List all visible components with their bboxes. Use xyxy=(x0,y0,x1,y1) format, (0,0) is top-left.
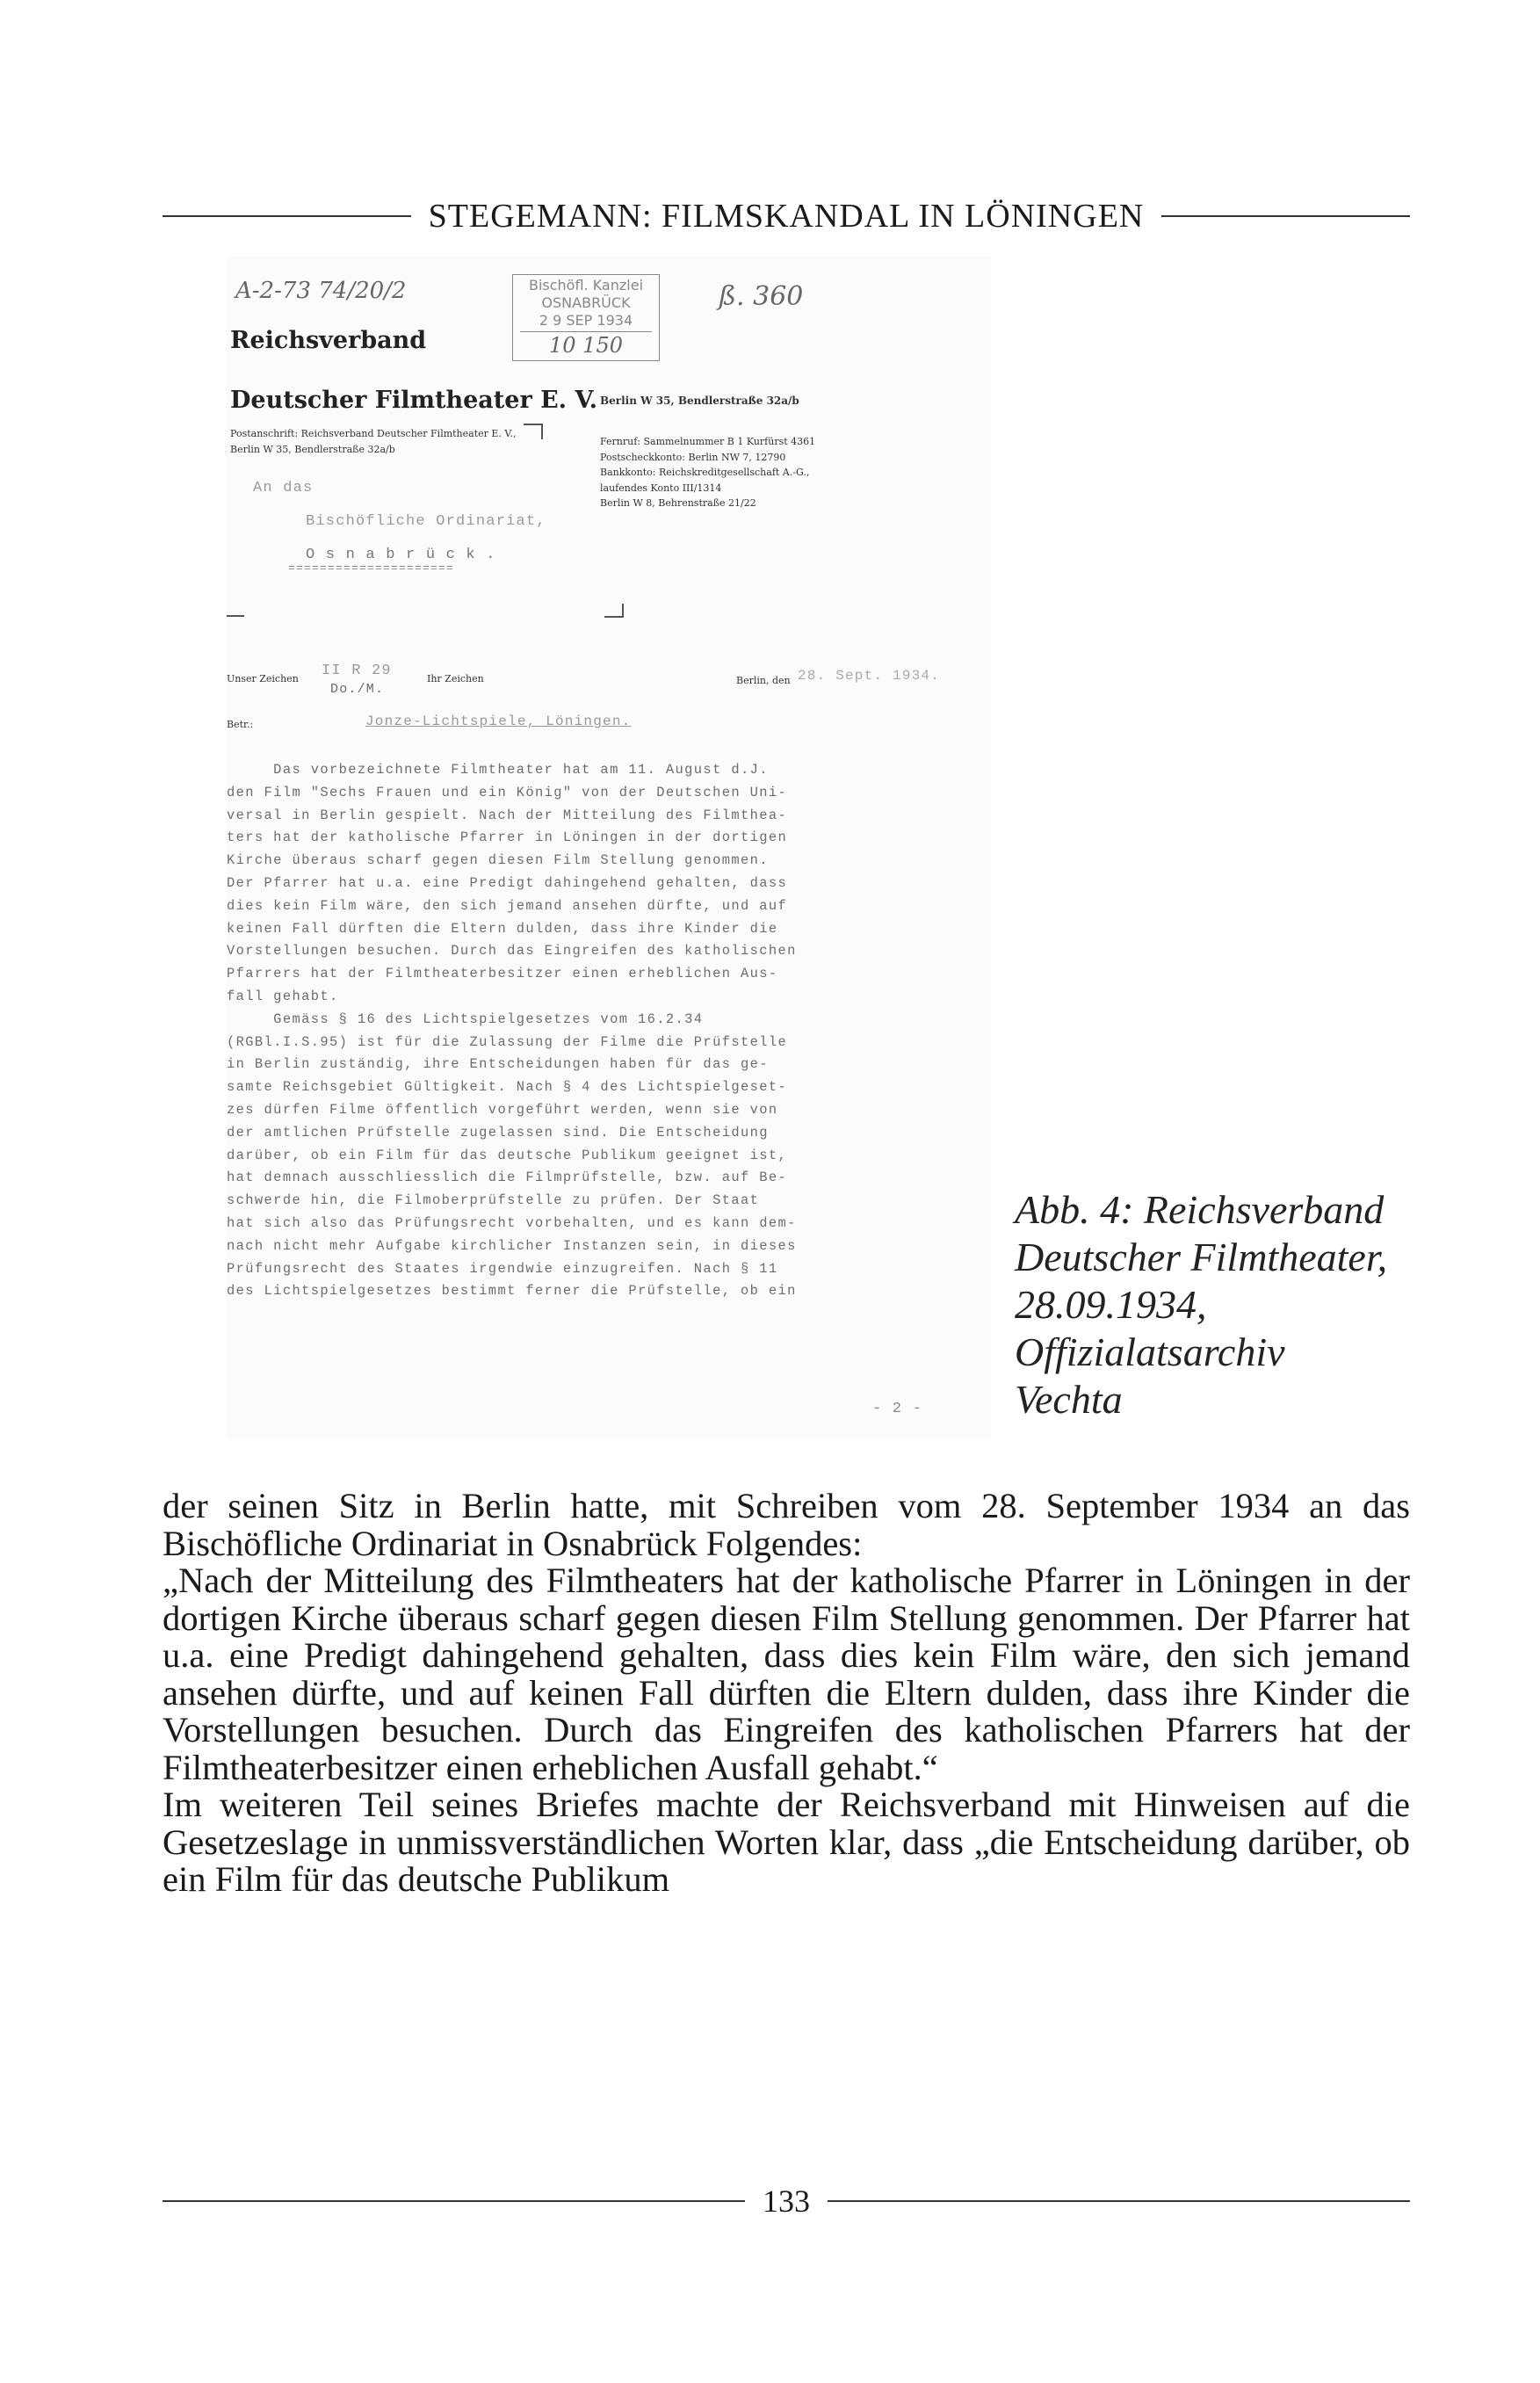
body-paragraph: der seinen Sitz in Berlin hatte, mit Schreiben vom 28. September 1934 an das Bischöfliche Ordinariat in Osnabrück Folgendes: xyxy=(163,1486,1410,1563)
letter-body-line: Kirche überaus scharf gegen diesen Film Stellung genommen. xyxy=(227,852,769,869)
letter-body-line: samte Reichsgebiet Gültigkeit. Nach § 4 des Lichtspielgeset- xyxy=(227,1079,788,1096)
letter-body-line: Prüfungsrecht des Staates irgendwie einzugreifen. Nach § 11 xyxy=(227,1260,778,1277)
body-paragraph: Im weiteren Teil seines Briefes machte der Reichsverband mit Hinweisen auf die Gesetzeslage in unmissverständlichen Worten klar, dass „die Entscheidung darüber, ob ein Film für das deutsche Publikum xyxy=(163,1785,1410,1899)
letter-body-line: Pfarrers hat der Filmtheaterbesitzer einen erheblichen Aus- xyxy=(227,966,778,982)
caption-line: Offizialatsarchiv xyxy=(1015,1329,1285,1374)
date-value: 28. Sept. 1934. xyxy=(798,668,941,684)
letter-body-line: ters hat der katholische Pfarrer in Löningen in der dortigen xyxy=(227,829,788,846)
letter-body-line: dies kein Film wäre, den sich jemand ansehen dürfte, und auf xyxy=(227,897,788,914)
letter-address: Berlin W 35, Bendlerstraße 32a/b xyxy=(600,395,799,407)
contact-line: Bankkonto: Reichskreditgesellschaft A.-G., xyxy=(600,467,810,479)
ihr-zeichen-label: Ihr Zeichen xyxy=(427,673,484,684)
caption-line: Deutscher Filmtheater, xyxy=(1015,1235,1388,1279)
date-label: Berlin, den xyxy=(736,675,791,686)
letter-window-mark xyxy=(524,424,543,439)
contact-line: Berlin W 8, Behrenstraße 21/22 xyxy=(600,497,756,510)
figure-caption xyxy=(1015,1186,1392,1423)
contact-line: laufendes Konto III/1314 xyxy=(600,482,722,494)
letter-body-line: der amtlichen Prüfstelle zugelassen sind. Die Entscheidung xyxy=(227,1124,769,1141)
stamp-line: OSNABRÜCK xyxy=(541,294,631,311)
contact-line: Postscheckkonto: Berlin NW 7, 12790 xyxy=(600,451,786,463)
body-text xyxy=(163,1488,1410,1899)
letter-handwriting-ref: A-2-73 74/20/2 xyxy=(235,278,407,304)
letter-body-line: hat sich also das Prüfungsrecht vorbehalten, und es kann dem- xyxy=(227,1214,797,1231)
page-footer xyxy=(163,2179,1410,2223)
caption-line: Vechta xyxy=(1015,1377,1123,1422)
page-number: 133 xyxy=(763,2184,810,2219)
letter-postanschrift: Postanschrift: Reichsverband Deutscher Filmtheater E. V., Berlin W 35, Bendlerstraße 32a/b xyxy=(230,428,517,455)
letter-recipient xyxy=(253,472,546,572)
body-quote: „Nach der Mitteilung des Filmtheaters hat der katholische Pfarrer in Löningen in der dortigen Kirche überaus scharf gegen diesen Film Stellung genommen. Der Pfarrer hat u.a. eine Predigt dahingehend gehalten, dass dies kein Film wäre, den sich jemand ansehen dürfte, und auf keinen Fall dürften die Eltern dulden, dass ihre Kinder die Vorstellungen besuchen. Durch das Eingreifen des katholischen Pfarrers hat der Filmtheaterbesitzer einen erheblichen Ausfall gehabt.“ xyxy=(163,1561,1410,1787)
running-header-text: STEGEMANN: FILMSKANDAL IN LÖNINGEN xyxy=(428,198,1145,235)
letter-body-line: fall gehabt. xyxy=(227,988,339,1004)
contact-line: Fernruf: Sammelnummer B 1 Kurfürst 4361 xyxy=(600,436,816,447)
unser-zeichen-value: II R 29 xyxy=(322,663,392,679)
letter-body-line: zes dürfen Filme öffentlich vorgeführt werden, wenn sie von xyxy=(227,1101,778,1118)
letter-fold-mark-left xyxy=(227,615,244,617)
footer-rule-right xyxy=(828,2200,1410,2202)
letter-body-line: versal in Berlin gespielt. Nach der Mitteilung des Filmthea- xyxy=(227,807,788,823)
letter-body-line: Der Pfarrer hat u.a. eine Predigt dahingehend gehalten, dass xyxy=(227,874,788,891)
recipient-line: O s n a b r ü c k . xyxy=(306,547,496,563)
letter-contacts xyxy=(600,434,969,511)
caption-line: Abb. 4: Reichsverband xyxy=(1015,1187,1385,1232)
letter-body-line: nach nicht mehr Aufgabe kirchlicher Instanzen sein, in dieses xyxy=(227,1237,797,1254)
letter-org-fullname: Deutscher Filmtheater E. V. xyxy=(230,387,598,414)
letter-handwriting-number: ß. 360 xyxy=(719,281,804,312)
letter-body-line: Das vorbezeichnete Filmtheater hat am 11. August d.J. xyxy=(227,762,769,778)
letter-body-line: keinen Fall dürften die Eltern dulden, dass ihre Kinder die xyxy=(227,920,778,937)
betreff-value: Jonze-Lichtspiele, Löningen. xyxy=(365,713,632,729)
letter-scan xyxy=(227,257,991,1438)
letter-body-line: den Film "Sechs Frauen und ein König" von der Deutschen Uni- xyxy=(227,784,788,800)
header-rule-right xyxy=(1161,215,1410,217)
running-header xyxy=(163,192,1410,241)
recipient-underline: ===================== xyxy=(288,561,455,575)
stamp-line: 2 9 SEP 1934 xyxy=(539,312,633,329)
letter-org-name: Reichsverband xyxy=(230,327,427,354)
stamp-handwritten-number: 10 150 xyxy=(520,331,652,359)
unser-zeichen-label: Unser Zeichen xyxy=(227,673,299,684)
recipient-line: Bischöfliche Ordinariat, xyxy=(306,513,546,530)
letter-fold-mark-right xyxy=(604,604,624,618)
letter-body-line: Vorstellungen besuchen. Durch das Eingreifen des katholischen xyxy=(227,943,797,960)
header-rule-left xyxy=(163,215,411,217)
letter-body-line: des Lichtspielgesetzes bestimmt ferner die Prüfstelle, ob ein xyxy=(227,1283,797,1300)
footer-rule-left xyxy=(163,2200,745,2202)
letter-body-line: hat demnach ausschliesslich die Filmprüfstelle, bzw. auf Be- xyxy=(227,1170,788,1186)
letter-body-line: in Berlin zuständig, ihre Entscheidungen haben für das ge- xyxy=(227,1056,769,1073)
caption-line: 28.09.1934, xyxy=(1015,1282,1207,1327)
letter-received-stamp xyxy=(512,274,660,361)
recipient-line: An das xyxy=(253,480,314,496)
betreff-label: Betr.: xyxy=(227,719,254,730)
unser-zeichen-value2: Do./M. xyxy=(330,682,385,697)
letter-body-line: schwerde hin, die Filmoberprüfstelle zu prüfen. Der Staat xyxy=(227,1192,760,1209)
letter-body-line: (RGBl.I.S.95) ist für die Zulassung der Filme die Prüfstelle xyxy=(227,1033,788,1050)
stamp-line: Bischöfl. Kanzlei xyxy=(528,277,644,293)
letter-page-marker: - 2 - xyxy=(872,1401,923,1417)
letter-body-line: darüber, ob ein Film für das deutsche Publikum geeignet ist, xyxy=(227,1147,788,1163)
letter-body xyxy=(227,759,991,1303)
letter-body-line: Gemäss § 16 des Lichtspielgesetzes vom 16.2.34 xyxy=(227,1010,704,1027)
